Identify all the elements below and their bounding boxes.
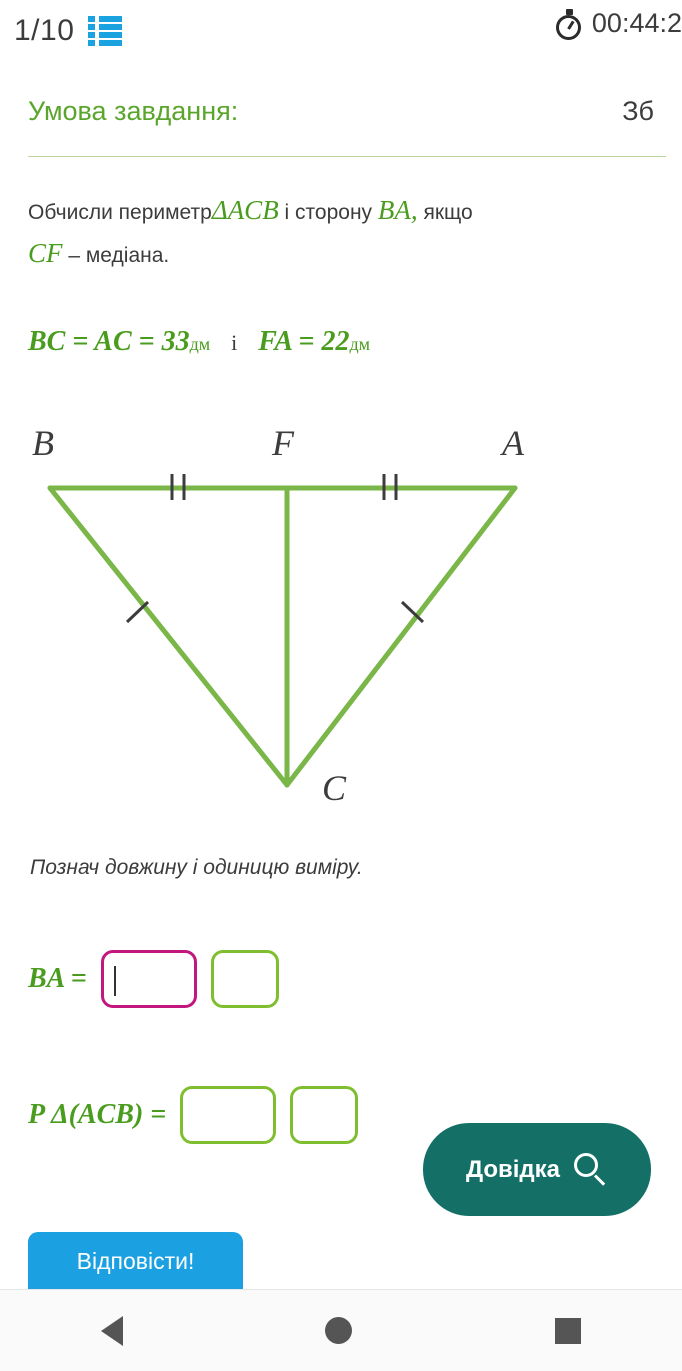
home-icon[interactable] [325,1317,352,1344]
perimeter-unit-input[interactable] [290,1086,358,1144]
answer-label-perimeter: P Δ(ACB) = [28,1099,167,1130]
measurement-note: Познач довжину і одиницю виміру. [30,856,363,879]
text-caret [114,966,116,996]
condition-label: Умова завдання: [28,96,239,126]
label-C: C [322,768,347,808]
recent-apps-icon[interactable] [555,1318,581,1344]
statement-triangle: ΔACB [211,195,279,225]
magnifier-icon [574,1153,608,1187]
progress-counter: 1/10 [14,14,75,47]
statement-median: CF [28,238,63,268]
given-unit1: дм [189,334,211,354]
ba-value-input[interactable] [101,950,197,1008]
list-icon[interactable] [88,16,122,46]
given-unit2: дм [349,334,371,354]
answer-row-ba [28,950,293,1008]
given-line1: BC = AC = 33 [28,326,190,357]
label-A: A [502,423,524,463]
triangle-figure [10,400,610,820]
statement-side: BA, [377,195,418,225]
answer-row-perimeter [28,1086,372,1144]
task-header-right: Зб [622,96,654,126]
timer [554,8,682,39]
given-values [28,326,668,358]
task-statement [28,190,668,276]
header-divider [28,156,666,157]
ba-unit-input[interactable] [211,950,279,1008]
back-icon[interactable] [101,1316,123,1346]
perimeter-value-input[interactable] [180,1086,276,1144]
submit-answer-label: Відповісти! [76,1247,195,1274]
top-bar [0,0,682,62]
help-button[interactable] [423,1123,651,1216]
label-B: B [32,423,54,463]
statement-part1: Обчисли периметр [28,201,212,224]
android-nav-bar [0,1289,682,1371]
submit-answer-button[interactable] [28,1232,243,1290]
timer-text: 00:44:2 [591,8,682,38]
statement-part2: і сторону [278,201,378,224]
statement-part3: якщо [417,201,473,224]
task-header [0,96,682,127]
help-button-label: Довідка [465,1155,561,1183]
stopwatch-icon [554,9,584,39]
answer-label-ba: BA = [28,963,87,994]
given-line2: FA = 22 [258,326,350,357]
label-F: F [272,423,294,463]
given-conjunction: і [231,330,238,355]
triangle-svg [10,400,610,820]
statement-part4: – медіана. [62,244,170,267]
